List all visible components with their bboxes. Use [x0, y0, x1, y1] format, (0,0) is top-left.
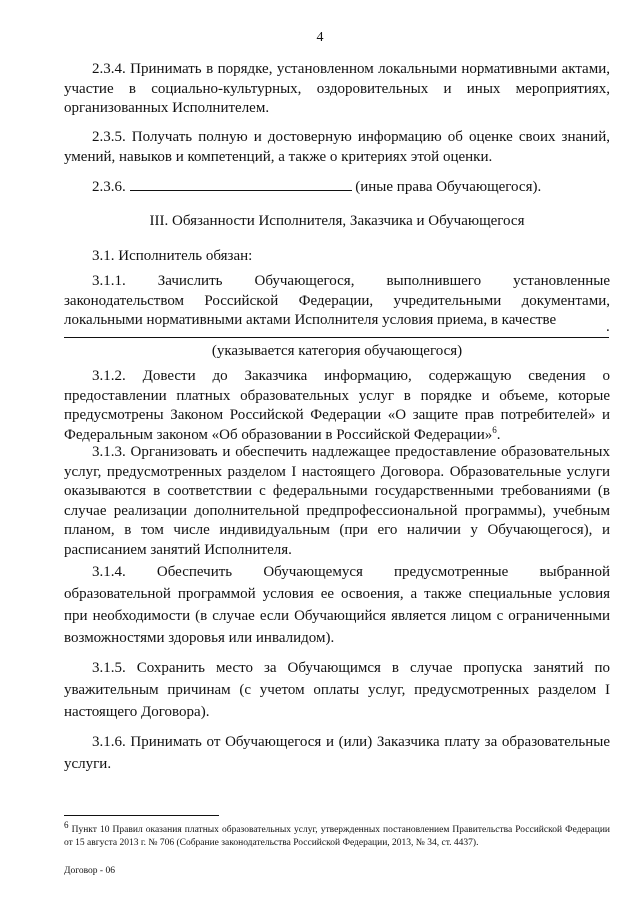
clause-3-1-3: 3.1.3. Организовать и обеспечить надлежащее предоставление образовательных услуг, предусмотренных разделом I настоящего Договора. Образовательные услуги оказываются в соответствии с федеральными государственными требованиями (в случае реализации дополнительной предпрофессиональной программы), учебным планом, в том числе индивидуальным (при его наличии у Обучающегося), и расписанием занятий Исполнителя. — [64, 444, 610, 558]
clause-3-1-4: 3.1.4. Обеспечить Обучающемуся предусмотренные выбранной образовательной программой условия ее освоения, а также специальные условия при необходимости (в случае если Обучающийся является лицом с ограниченными возможностями здоровья или инвалидом). — [64, 564, 610, 646]
footnote-mark: 6 — [64, 819, 69, 830]
clause-3-1-2-text: 3.1.2. Довести до Заказчика информацию, содержащую сведения о предоставлении платных образовательных услуг в порядке и объеме, которые предусмотрены Законом Российской Федерации «О защите прав потребителей» и Федеральным законом «Об образовании в Российской Федерации» — [64, 368, 610, 443]
blank-line-category — [64, 337, 609, 338]
clause-2-3-6 — [92, 176, 541, 198]
clause-2-3-4: 2.3.4. Принимать в порядке, установленном локальными нормативными актами, участие в социально-культурных, оздоровительных и иных мероприятиях, организованных Исполнителем. — [64, 61, 610, 116]
footnote — [64, 819, 611, 849]
footnote-text: Пункт 10 Правил оказания платных образовательных услуг, утвержденных постановлением Правительства Российской Федерации от 15 августа 2013 г. № 706 (Собрание законодательства Российской Федерации, 2013, № 34, ст. 4437). — [64, 825, 611, 848]
clause-3-1-2-end: . — [496, 426, 501, 443]
caption-category: (указывается категория обучающегося) — [211, 343, 463, 359]
footnote-separator — [64, 815, 219, 816]
clause-2-3-6-tail: (иные права Обучающегося). — [355, 179, 542, 195]
footnote-reference: 6 — [492, 424, 497, 435]
blank-line — [130, 176, 352, 191]
clause-3-1-2 — [64, 367, 610, 445]
clause-3-1-6: 3.1.6. Принимать от Обучающегося и (или) Заказчика плату за образовательные услуги. — [64, 734, 610, 772]
line-period: . — [606, 319, 610, 335]
clause-3-1-1: 3.1.1. Зачислить Обучающегося, выполнившего установленные законодательством Российской Федерации, учредительными документами, локальными нормативными актами Исполнителя условия приема, в качестве — [64, 273, 610, 328]
page-number: 4 — [316, 30, 324, 45]
clause-2-3-6-number: 2.3.6. — [92, 179, 126, 195]
clause-2-3-5: 2.3.5. Получать полную и достоверную информацию об оценке своих знаний, умений, навыков и компетенций, а также о критериях этой оценки. — [64, 129, 610, 165]
clause-3-1-5: 3.1.5. Сохранить место за Обучающимся в случае пропуска занятий по уважительным причинам (с учетом оплаты услуг, предусмотренных разделом I настоящего Договора). — [64, 660, 610, 720]
document-code: Договор - 06 — [64, 866, 115, 876]
clause-3-1: 3.1. Исполнитель обязан: — [92, 248, 253, 264]
section-title: III. Обязанности Исполнителя, Заказчика и Обучающегося — [149, 213, 525, 229]
